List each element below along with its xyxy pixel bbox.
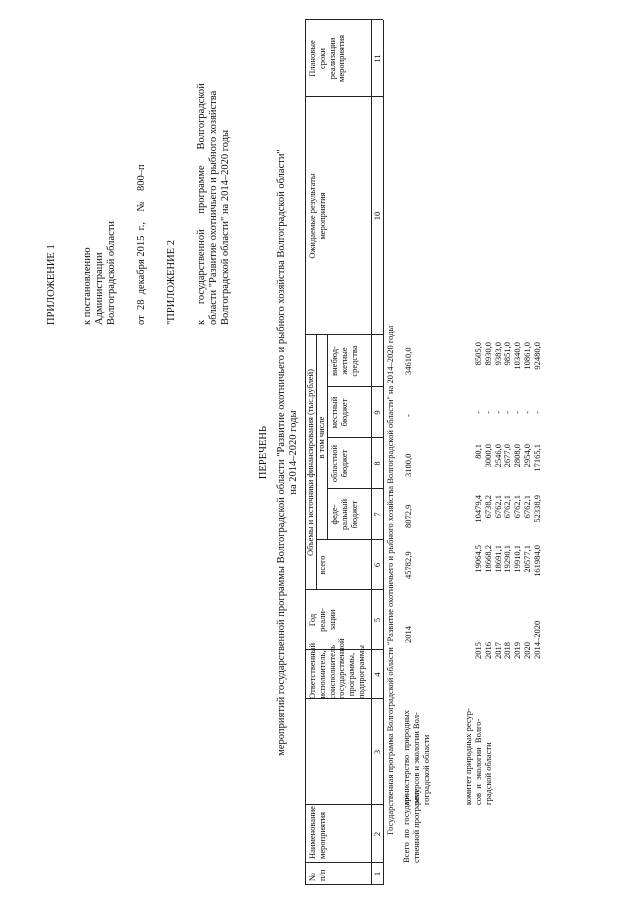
header-bottom-border	[371, 20, 372, 885]
col-number: 8	[372, 461, 382, 466]
header-total: всего	[317, 555, 327, 575]
row-total: 45782,9	[403, 551, 413, 579]
col-number: 11	[372, 54, 382, 63]
header-deadline: Плановые сроки реализации мероприятия	[307, 34, 347, 83]
col-number: 2	[372, 831, 382, 837]
col-number: 10	[372, 211, 382, 221]
appendix-1-date: от 28 декабря 2015 г., № 800–п	[136, 164, 147, 325]
header-funding: Объемы и источники финансирования (тыс.рублей)	[305, 369, 315, 556]
heading-line-2: на 2014–2020 годы	[288, 410, 299, 495]
row-local: -	[403, 414, 413, 417]
col-number: 1	[372, 871, 382, 877]
row-regional: 80,1 3000,0 2546,0 2677,0 2808,0 2954,0 17165,1	[473, 444, 542, 472]
heading-title: ПЕРЕЧЕНЬ	[258, 425, 269, 480]
col-number: 7	[372, 512, 382, 517]
row-local: - - - - - - -	[473, 411, 542, 414]
row-years: 2015 2016 2017 2018 2019 2020 2014–2020	[473, 620, 542, 659]
header-results: Ожидаемые результаты мероприятия	[307, 173, 327, 259]
appendix-1-line-2: Администрации	[94, 252, 105, 325]
row-federal: 8072,9	[403, 504, 413, 528]
appendix-2-line-2: области "Развитие охотничьего и рыбного хозяйства	[208, 90, 219, 325]
col-number: 5	[372, 617, 382, 623]
header-name: Наименование мероприятия	[307, 806, 327, 859]
col-number: 6	[372, 562, 382, 568]
row-extra: 8505,0 8930,0 9383,0 9851,0 10340,0 10861,0 92480,0	[473, 342, 542, 370]
row-regional: 3100,0	[403, 453, 413, 477]
appendix-1-title: ПРИЛОЖЕНИЕ 1	[46, 244, 57, 325]
col-number: 3	[372, 749, 382, 755]
col-numbers-bottom-border	[383, 20, 384, 885]
appendix-2-line-3: Волгоградской области" на 2014–2020 годы	[220, 129, 231, 325]
header-year: Год реали- зации	[307, 608, 337, 632]
header-executor: Ответственный исполнитель, соисполнитель государственной программы, подпрограммы	[307, 638, 366, 699]
appendix-1-line-1: к постановлению	[82, 247, 93, 325]
appendix-2-title: "ПРИЛОЖЕНИЕ 2	[166, 239, 177, 325]
header-local: местный бюджет	[329, 396, 349, 429]
appendix-2-line-1: к государственной программе Волгоградской	[196, 83, 207, 325]
header-num: № п/п	[307, 869, 327, 881]
row-name: Всего по государ- ственной программе	[401, 788, 421, 863]
row-executor: министерство природных ресурсов и экологии Вол- гоградской области	[401, 710, 431, 805]
col-border	[305, 884, 383, 885]
heading-line-1: мероприятий государственной программы Волгоградской области "Развитие охотничьего и рыбного хозяйства Волгоградской области"	[276, 149, 287, 756]
col-number: 9	[372, 410, 382, 415]
row-executor: комитет природных ресур- сов и экологии Волго- градской области	[463, 708, 493, 805]
header-federal: феде- ральный бюджет	[329, 498, 359, 531]
section-title: Государственная программа Волгоградской области "Развитие охотничьего и рыбного хозяйства Волгоградской области" на 2014–2020 годы	[385, 325, 395, 835]
row-federal: 10479,4 6738,2 6762,1 6762,1 6762,1 6762,1 52338,9	[473, 495, 542, 523]
row-year: 2014	[403, 626, 413, 643]
col-number: 4	[372, 672, 382, 677]
row-extra: 34610,0	[403, 347, 413, 375]
header-extra: внебюд- жетные средства	[329, 345, 359, 377]
header-regional: областной бюджет	[329, 444, 349, 483]
row-total: 19064,5 18668,2 18691,1 19290,1 19910,1 20577,1 161984,0	[473, 545, 542, 577]
col-border	[305, 862, 383, 863]
header-including: в том числе	[316, 416, 326, 459]
col-border	[305, 804, 383, 805]
appendix-1-line-3: Волгоградской области	[106, 220, 117, 325]
